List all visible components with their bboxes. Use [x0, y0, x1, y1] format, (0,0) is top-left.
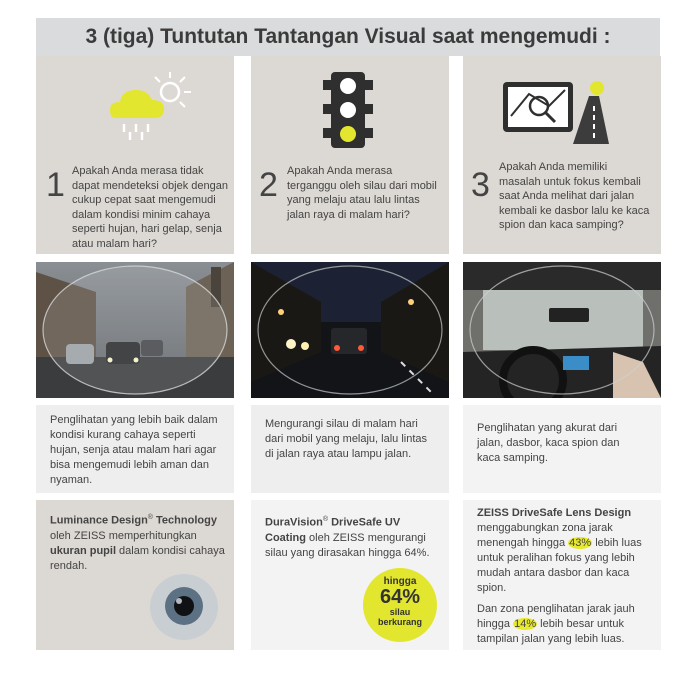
challenge-card-3 [463, 56, 661, 254]
technology-card-1 [36, 500, 234, 650]
technology-card-3 [463, 500, 661, 650]
technology-text [50, 510, 228, 574]
benefit-card-2 [251, 405, 449, 493]
rainy-street-photo [36, 262, 234, 398]
tech-paragraph-1b: lebih luas untuk peralihan fokus yang lebih mudah antara dasbor dan kaca spion. [477, 537, 642, 594]
eye-pupil-icon [148, 572, 220, 642]
challenge-question: Apakah Anda merasa tidak dapat mendeteksi objek dengan cukup cepat saat mengemudi dalam kondisi minim cahaya seperti hujan, hari gelap, senja atau malam hari? [72, 165, 228, 250]
benefit-text: Mengurangi silau di malam hari dari mobil yang melaju, lalu lintas di jalan raya atau lampu jalan. [265, 418, 428, 460]
benefit-card-3 [463, 405, 661, 493]
navigation-map-icon [499, 76, 609, 146]
tech-by: oleh ZEISS memperhitungkan [50, 529, 197, 542]
challenge-number: 2 [259, 166, 278, 204]
title-bar [36, 18, 660, 56]
challenge-number: 3 [471, 166, 490, 204]
tech-bold: ukuran pupil [50, 544, 116, 557]
challenge-card-2 [251, 56, 449, 254]
technology-card-2 [251, 500, 449, 650]
glare-reduction-badge [363, 568, 437, 642]
tech-paragraph-2b: lebih besar untuk tampilan jalan yang lebih luas. [477, 618, 625, 645]
tech-brand: Luminance Design [50, 514, 148, 527]
traffic-light-icon [323, 70, 373, 150]
challenge-question: Apakah Anda merasa terganggu oleh silau dari mobil yang melaju atau lalu lintas jalan raya di malam hari? [287, 165, 437, 221]
benefit-text: Penglihatan yang lebih baik dalam kondisi kurang cahaya seperti hujan, senja atau malam hari agar bisa mengemudi lebih aman dan nyaman. [50, 414, 218, 486]
distance-zone-highlight: 14% [514, 618, 537, 630]
tech-name: Technology [156, 514, 217, 527]
weather-rain-sun-icon [102, 72, 192, 142]
tech-brand: DuraVision [265, 516, 323, 529]
tech-rest: dalam kondisi cahaya rendah. [50, 544, 225, 572]
badge-mid-text: silau [389, 607, 411, 617]
challenge-number: 1 [46, 166, 65, 204]
car-dashboard-photo [463, 262, 661, 398]
technology-text [265, 512, 441, 561]
benefit-card-1 [36, 405, 234, 493]
night-traffic-photo [251, 262, 449, 398]
intermediate-zone-highlight: 43% [569, 537, 592, 549]
tech-by: oleh ZEISS mengurangi silau yang dirasakan hingga 64%. [265, 531, 430, 559]
badge-bottom-text: berkurang [377, 617, 422, 627]
challenge-card-1 [36, 56, 234, 254]
badge-value: 64% [379, 586, 421, 608]
tech-title: ZEISS DriveSafe Lens Design [477, 507, 632, 519]
registered-mark: ® [147, 514, 153, 521]
benefit-text: Penglihatan yang akurat dari jalan, dasbor, kaca spion dan kaca samping. [477, 422, 620, 464]
tech-paragraph-1a: menggabungkan zona jarak menengah hingga [477, 522, 613, 549]
page-title: 3 (tiga) Tuntutan Tantangan Visual saat mengemudi : [85, 25, 611, 48]
badge-top-text: hingga [383, 576, 417, 587]
tech-paragraph-2a: Dan zona penglihatan jarak jauh hingga [477, 603, 635, 630]
tech-name: DriveSafe UV Coating [265, 516, 401, 544]
challenge-question: Apakah Anda memiliki masalah untuk fokus kembali saat Anda melihat dari jalan kembali ke dasbor lalu ke kaca spion dan kaca samping? [499, 161, 650, 231]
technology-text [477, 506, 653, 647]
registered-mark: ® [322, 516, 329, 523]
